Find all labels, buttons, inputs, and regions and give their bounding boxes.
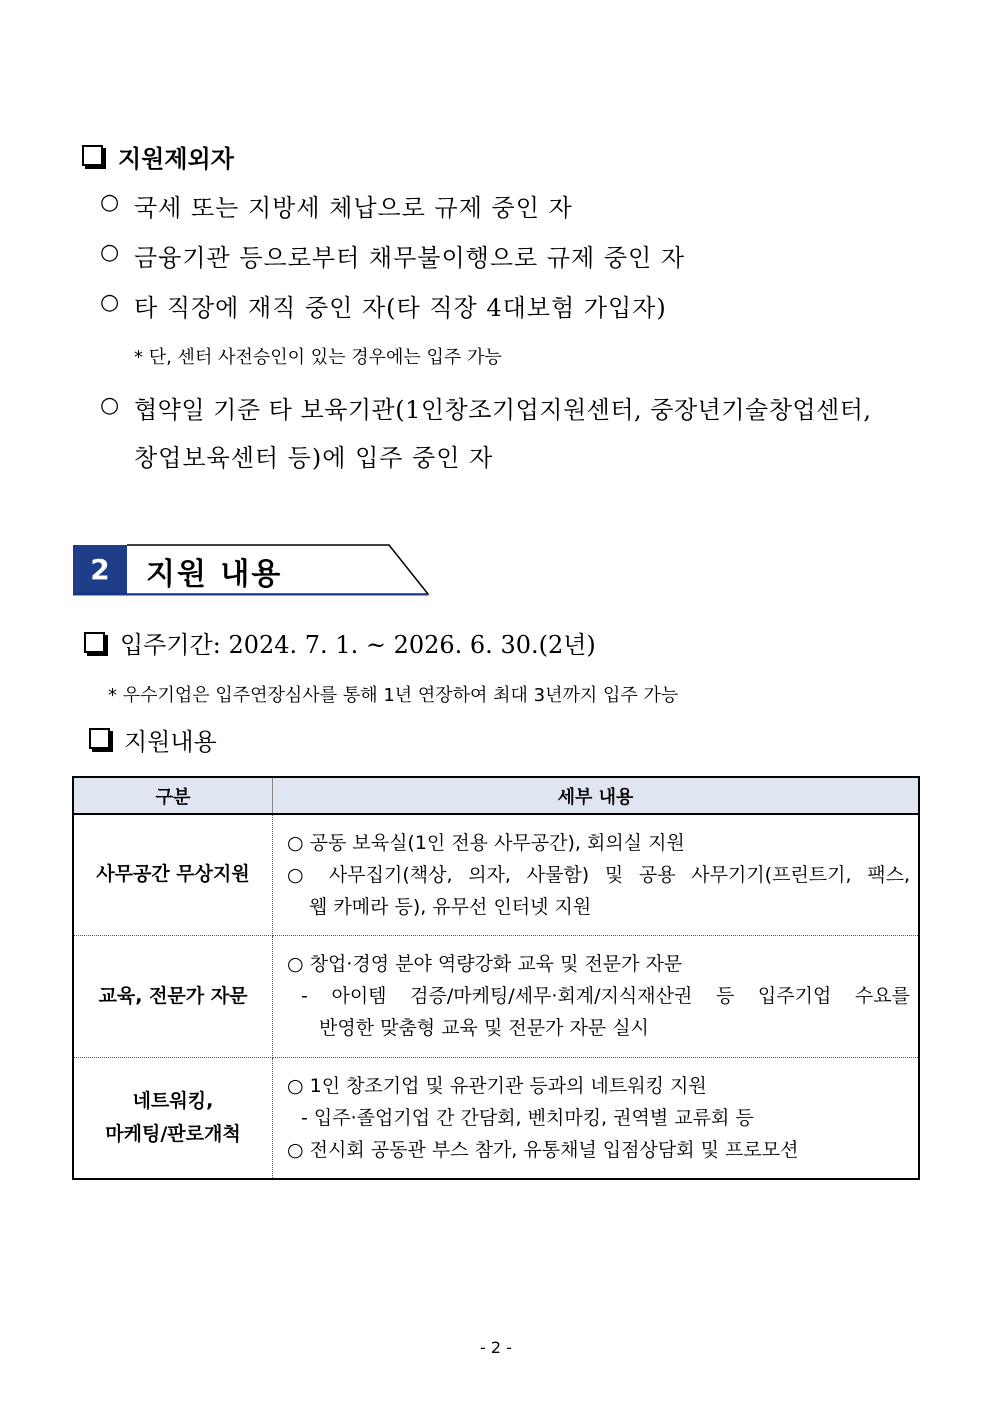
row-detail xyxy=(273,814,920,935)
checkbox-square-icon xyxy=(82,145,103,166)
exclusion-item-2: 금융기관 등으로부터 채무불이행으로 규제 중인 자 xyxy=(134,244,686,272)
exclusion-item-3: 타 직장에 재직 중인 자(타 직장 4대보험 가입자) xyxy=(134,294,667,322)
exclusion-item-1: 국세 또는 지방세 체납으로 규제 중인 자 xyxy=(134,194,573,222)
header-category: 구분 xyxy=(73,777,273,814)
circle-bullet-icon: ○ xyxy=(100,290,120,315)
detail-line: 웹 카메라 등), 유무선 인터넷 지원 xyxy=(309,895,592,918)
detail-line: ○ 공동 보육실(1인 전용 사무공간), 회의실 지원 xyxy=(287,831,685,854)
circle-bullet-icon: ○ xyxy=(100,393,120,418)
row-detail xyxy=(273,1057,920,1179)
detail-line: 반영한 맞춤형 교육 및 전문가 자문 실시 xyxy=(319,1017,649,1039)
row-category xyxy=(73,1057,273,1179)
table-row xyxy=(73,1057,919,1179)
period-label: 입주기간: 2024. 7. 1. ~ 2026. 6. 30.(2년) xyxy=(120,631,596,659)
exclusion-item-4-line1: 협약일 기준 타 보육기관(1인창조기업지원센터, 중장년기술창업센터, xyxy=(134,396,872,424)
detail-line: ○ 사무집기(책상, 의자, 사물함) 및 공용 사무기기(프린트기, 팩스, xyxy=(287,863,910,886)
table-header-row xyxy=(73,777,919,814)
circle-bullet-icon: ○ xyxy=(100,240,120,265)
page-number: - 2 - xyxy=(480,1338,512,1357)
detail-line: - 입주·졸업기업 간 간담회, 벤치마킹, 권역별 교류회 등 xyxy=(301,1106,754,1129)
detail-line: ○ 창업·경영 분야 역량강화 교육 및 전문가 자문 xyxy=(287,953,683,975)
checkbox-square-icon xyxy=(84,632,105,653)
exclusion-title: 지원제외자 xyxy=(118,144,234,173)
row-category: 교육, 전문가 자문 xyxy=(73,935,273,1057)
category-line: 네트워킹, xyxy=(132,1089,214,1112)
row-detail xyxy=(273,935,920,1057)
category-line: 마케팅/판로개척 xyxy=(105,1122,241,1145)
circle-bullet-icon: ○ xyxy=(100,190,120,215)
row-category: 사무공간 무상지원 xyxy=(73,814,273,935)
detail-line: ○ 1인 창조기업 및 유관기관 등과의 네트워킹 지원 xyxy=(287,1074,707,1097)
support-title: 지원내용 xyxy=(124,728,217,756)
period-note: * 우수기업은 입주연장심사를 통해 1년 연장하여 최대 3년까지 입주 가능 xyxy=(108,685,679,706)
table-row xyxy=(73,935,919,1057)
detail-line: - 아이템 검증/마케팅/세무·회계/지식재산권 등 입주기업 수요를 xyxy=(301,985,910,1007)
header-detail: 세부 내용 xyxy=(273,777,920,814)
exclusion-item-4-line2: 창업보육센터 등)에 입주 중인 자 xyxy=(134,444,494,472)
section-number: 2 xyxy=(73,545,127,594)
checkbox-square-icon xyxy=(89,728,110,749)
detail-line: ○ 전시회 공동관 부스 참가, 유통채널 입점상담회 및 프로모션 xyxy=(287,1138,799,1161)
support-detail-table xyxy=(72,776,920,1180)
exclusion-note: * 단, 센터 사전승인이 있는 경우에는 입주 가능 xyxy=(134,347,502,368)
table-row xyxy=(73,814,919,935)
section-title: 지원 내용 xyxy=(146,557,283,592)
